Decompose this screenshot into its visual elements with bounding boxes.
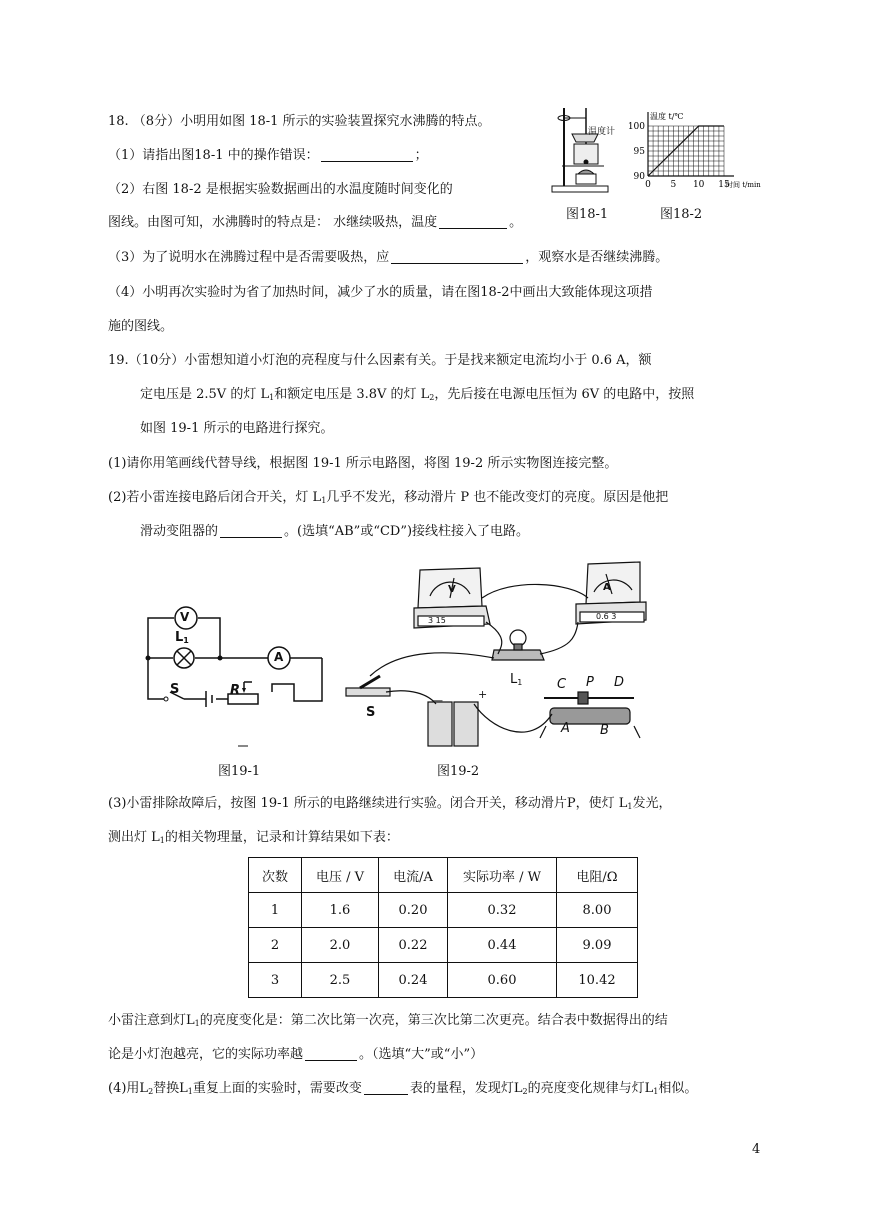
- q19-part1: (1)请你用笔画线代替导线，根据图 19-1 所示电路图，将图 19-2 所示实物图连接完整。: [108, 456, 618, 471]
- fig19-2-caption: 图19-2: [437, 764, 480, 779]
- table-header-cell: 电压 / V: [302, 858, 379, 893]
- table-row: [249, 928, 638, 963]
- table-row: [249, 963, 638, 998]
- q19-part4: (4)用$L_2$替换$L_1$重复上面的实验时，需要改变 表的量程，发现灯$L_2$的亮度变化规律与灯$L_1$相似。: [108, 1081, 698, 1096]
- table-cell: 2.0: [302, 928, 379, 963]
- q18-answer-blank-2[interactable]: [439, 214, 507, 229]
- table-header-cell: 次数: [249, 858, 302, 893]
- voltmeter-scale-label: 3 15: [428, 616, 446, 625]
- q19-conclusion-line2: 论是小灯泡越亮，它的实际功率越 。（选填“大”或“小”）: [108, 1047, 484, 1062]
- q18-part4-line2: 施的图线。: [108, 319, 174, 334]
- table-cell: 2: [249, 928, 302, 963]
- rheostat-terminal-c: C: [557, 677, 567, 692]
- q19-part3-line1: (3)小雷排除故障后，按图 19-1 所示的电路继续进行实验。闭合开关，移动滑片P，使灯 $L_1$发光，: [108, 796, 672, 811]
- thermometer-label: 温度计: [588, 127, 616, 137]
- q19-stem-line2: 定电压是 2.5V 的灯 $L_1$和额定电压是 3.8V 的灯 $L_2$，先后接在电源电压恒为 6V 的电路中，按照: [140, 387, 695, 402]
- q18-answer-blank-1[interactable]: [321, 147, 413, 162]
- q19-answer-blank-3[interactable]: [364, 1080, 408, 1095]
- q18-part1: （1）请指出图18-1 中的操作错误： ；: [108, 148, 428, 163]
- q19-answer-blank-2[interactable]: [305, 1046, 357, 1061]
- table-cell: 9.09: [557, 928, 638, 963]
- ammeter-scale-label: 0.6 3: [596, 612, 617, 621]
- q19-stem-line3: 如图 19-1 所示的电路进行探究。: [140, 421, 334, 436]
- battery-minus-label: —: [432, 694, 443, 707]
- fig18-2-caption: 图18-2: [660, 207, 703, 222]
- y-tick-label: 95: [633, 147, 645, 157]
- ammeter-symbol-label: A: [274, 650, 284, 664]
- y-tick-label: 90: [633, 172, 645, 182]
- q19-part2-line1: (2)若小雷连接电路后闭合开关，灯 $L_1$几乎不发光，移动滑片 P 也不能改变灯的亮度。原因是他把: [108, 490, 669, 505]
- q19-part3-line2: 测出灯 $L_1$的相关物理量，记录和计算结果如下表：: [108, 830, 399, 845]
- measurement-table: [248, 857, 638, 998]
- circuit-diagram: [140, 596, 330, 756]
- rheostat-slider-p: P: [586, 675, 594, 690]
- q19-answer-blank-1[interactable]: [220, 523, 282, 538]
- table-header-cell: 电流/A: [379, 858, 448, 893]
- switch-symbol-label: S: [170, 682, 180, 697]
- x-tick-label: 0: [645, 180, 651, 190]
- x-axis-label: 时间 t/min: [726, 181, 761, 189]
- voltmeter-symbol-label: V: [180, 610, 190, 624]
- x-tick-label: 10: [692, 180, 705, 190]
- table-header-cell: 电阻/Ω: [557, 858, 638, 893]
- boiling-apparatus-figure: [548, 104, 614, 196]
- table-cell: 8.00: [557, 893, 638, 928]
- y-tick-label: 100: [627, 122, 645, 132]
- real-lamp-label: $L_1$: [510, 672, 523, 687]
- x-tick-label: 5: [670, 180, 677, 190]
- table-cell: 0.32: [448, 893, 557, 928]
- table-cell: 0.24: [379, 963, 448, 998]
- table-cell: 1: [249, 893, 302, 928]
- table-cell: 0.60: [448, 963, 557, 998]
- real-switch-label: S: [366, 705, 376, 720]
- q19-part2-line2: 滑动变阻器的 。(选填“AB”或“CD”)接线柱接入了电路。: [140, 524, 530, 539]
- table-cell: 2.5: [302, 963, 379, 998]
- rheostat-terminal-b: B: [600, 723, 609, 738]
- q19-stem-line1: 19.（10分）小雷想知道小灯泡的亮程度与什么因素有关。于是找来额定电流均小于 0.6 A，额: [108, 353, 652, 368]
- real-ammeter-label: A: [603, 582, 611, 593]
- q19-conclusion-line1: 小雷注意到灯$L_1$的亮度变化是：第二次比第一次亮，第三次比第二次更亮。结合表中数据得出的结: [108, 1013, 668, 1028]
- table-cell: 3: [249, 963, 302, 998]
- q18-stem: 18. （8分）小明用如图 18-1 所示的实验装置探究水沸腾的特点。: [108, 114, 491, 129]
- table-header-cell: 实际功率 / W: [448, 858, 557, 893]
- q18-answer-blank-3[interactable]: [391, 249, 523, 264]
- rheostat-terminal-d: D: [614, 675, 625, 690]
- table-header-row: [249, 858, 638, 893]
- q18-part3: （3）为了说明水在沸腾过程中是否需要吸热，应 ，观察水是否继续沸腾。: [108, 250, 669, 265]
- real-voltmeter-label: V: [448, 584, 456, 595]
- rheostat-terminal-a: A: [561, 721, 570, 736]
- table-cell: 1.6: [302, 893, 379, 928]
- y-axis-label: 温度 t/℃: [650, 112, 684, 121]
- x-tick-label: 15: [718, 180, 730, 190]
- table-row: [249, 893, 638, 928]
- table-cell: 0.44: [448, 928, 557, 963]
- lamp-symbol-label: $L_1$: [175, 630, 189, 645]
- q18-part2-line2: 图线。由图可知，水沸腾时的特点是： 水继续吸热，温度 。: [108, 215, 523, 230]
- fig19-1-caption: 图19-1: [218, 764, 261, 779]
- table-cell: 0.20: [379, 893, 448, 928]
- q18-part2-line1: （2）右图 18-2 是根据实验数据画出的水温度随时间变化的: [108, 182, 453, 197]
- table-cell: 10.42: [557, 963, 638, 998]
- table-cell: 0.22: [379, 928, 448, 963]
- page-number: 4: [752, 1142, 761, 1157]
- q18-part4-line1: （4）小明再次实验时为省了加热时间，减少了水的质量，请在图18-2中画出大致能体现这项措: [108, 285, 653, 300]
- rheostat-symbol-label: R: [230, 683, 241, 698]
- temperature-time-graph: [626, 110, 766, 200]
- battery-plus-label: +: [478, 688, 488, 701]
- fig18-1-caption: 图18-1: [566, 207, 609, 222]
